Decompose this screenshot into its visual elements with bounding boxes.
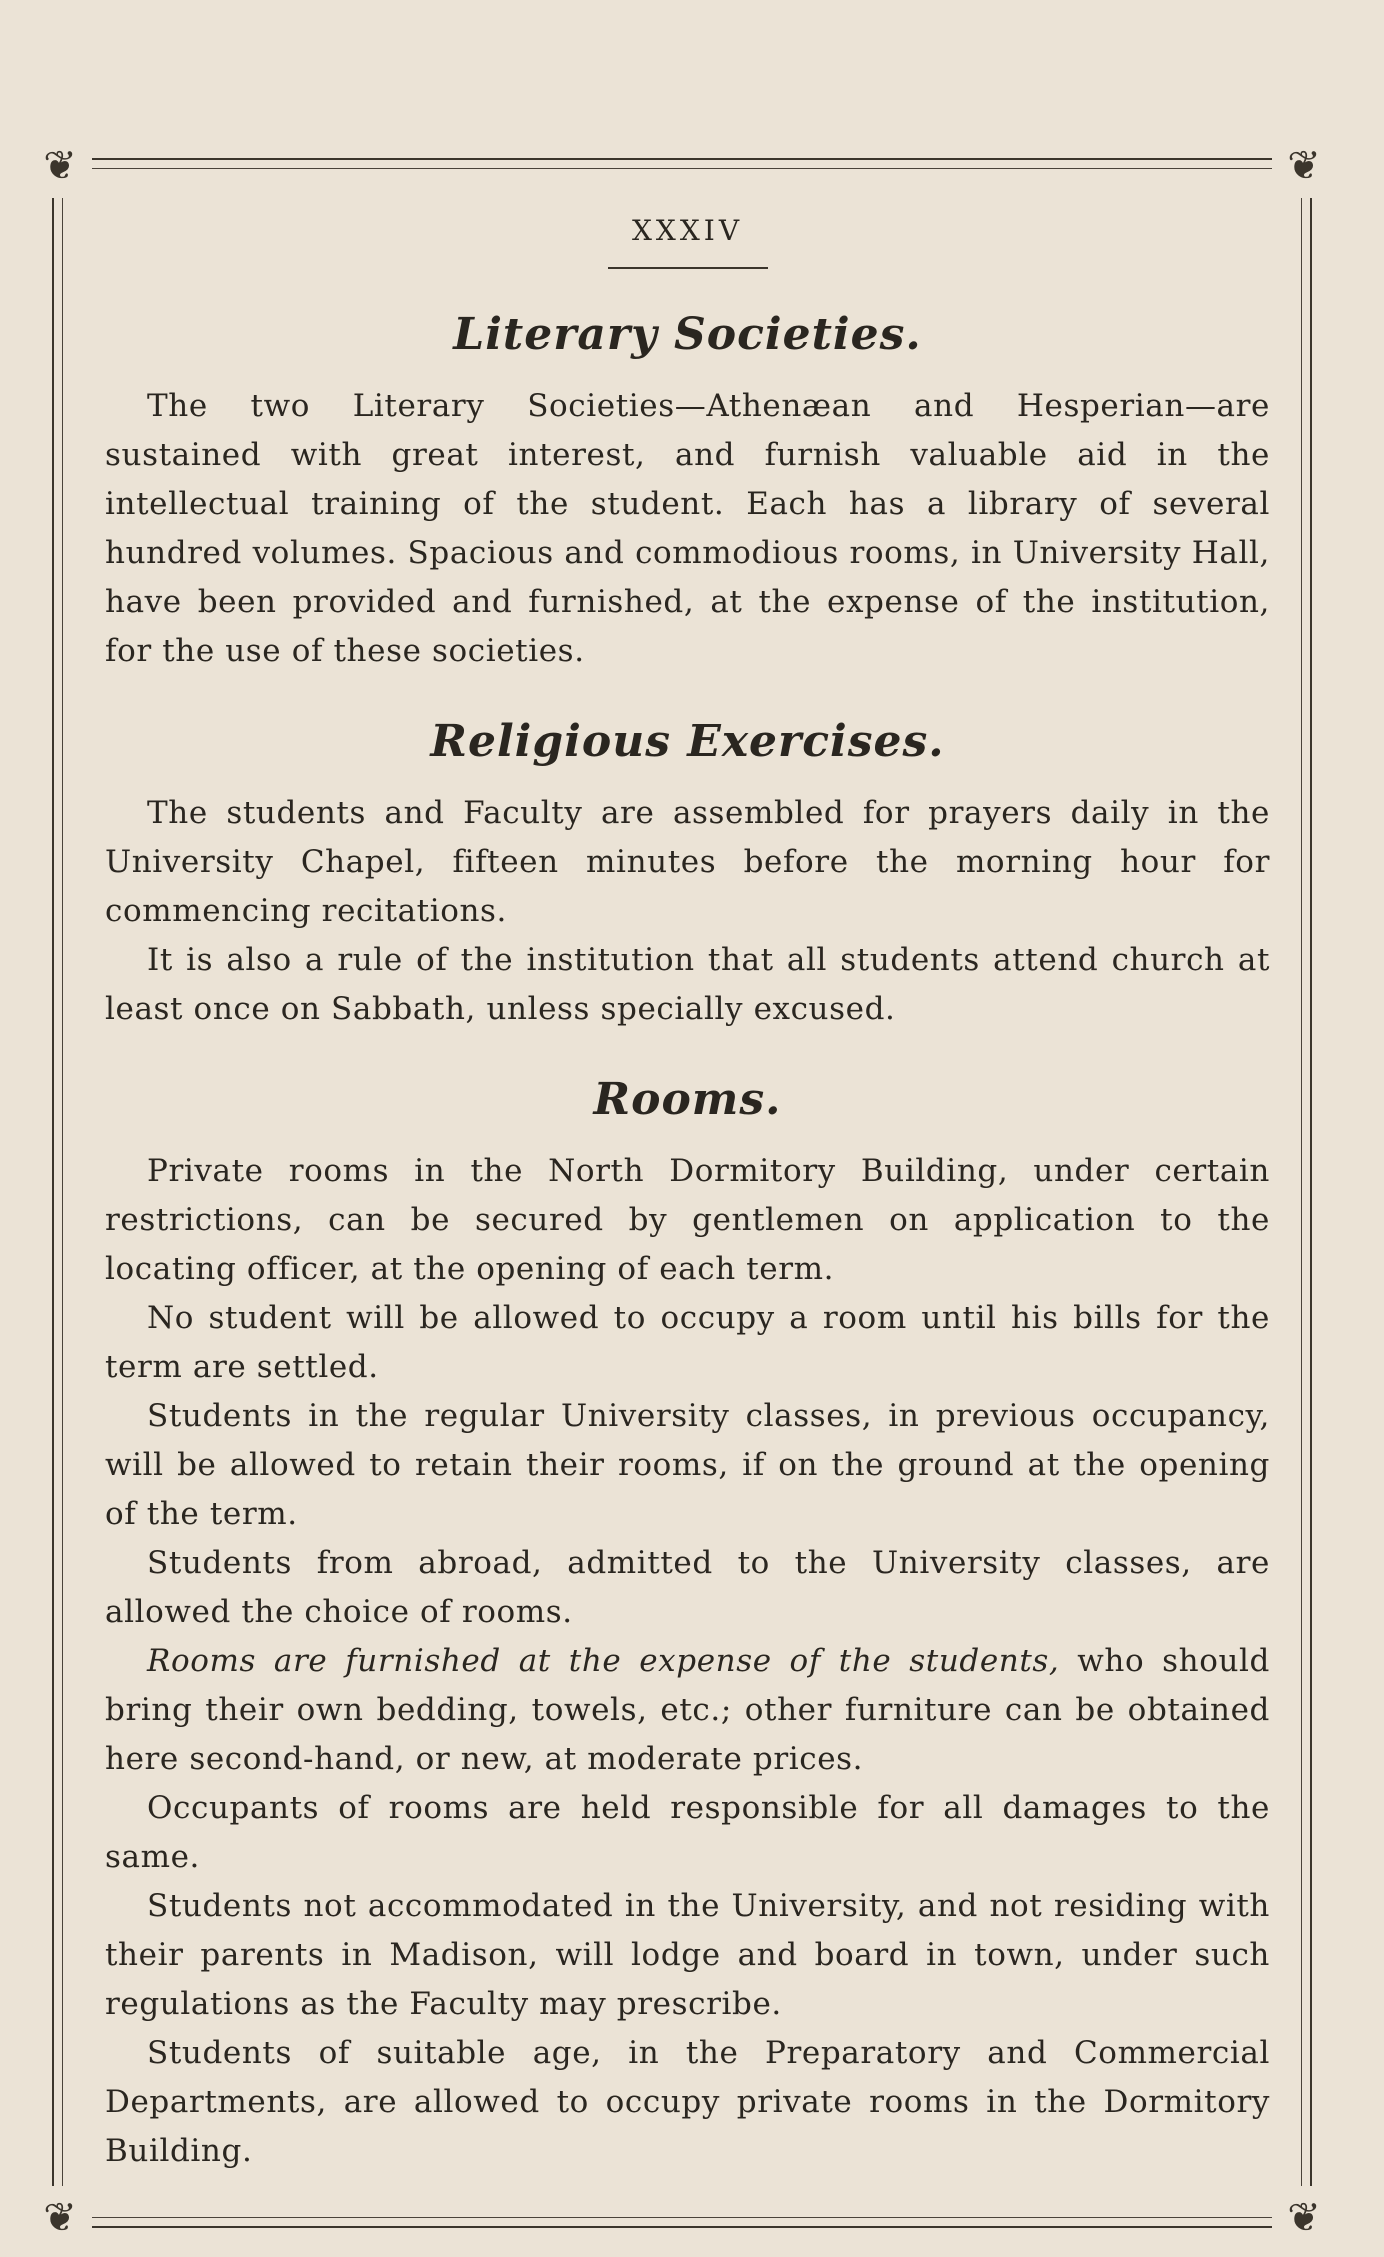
header-rule: [608, 267, 768, 269]
paragraph: No student will be allowed to occupy a room until his bills for the term are settled.: [105, 1300, 1270, 1385]
corner-ornament-icon: ❦: [28, 2186, 92, 2250]
italic-phrase: Rooms are furnished at the expense of the students,: [147, 1643, 1060, 1679]
page-content: [105, 200, 1270, 2176]
paragraph: Students from abroad, admitted to the University classes, are allowed the choice of rooms.: [105, 1545, 1270, 1630]
section-heading-rooms: Rooms.: [593, 1074, 782, 1125]
corner-ornament-icon: ❦: [1272, 134, 1336, 198]
paragraph: The two Literary Societies—Athenæan and Hesperian—are sustained with great interest, and furnish valuable aid in the intellectual training of the student. Each has a library of several hundred volumes. Spacious and commodious rooms, in University Hall, have been provided and furnished, at the expense of the institution, for the use of these societies.: [105, 388, 1270, 669]
paragraph-furnished: [105, 1637, 1270, 1784]
paragraph: Private rooms in the North Dormitory Building, under certain restrictions, can be secured by gentlemen on application to the locating officer, at the opening of each term.: [105, 1153, 1270, 1287]
corner-ornament-icon: ❦: [28, 134, 92, 198]
section-heading-literary-societies: Literary Societies.: [453, 309, 922, 360]
paragraph: The students and Faculty are assembled for prayers daily in the University Chapel, fifteen minutes before the morning hour for commencing recitations.: [105, 795, 1270, 929]
corner-ornament-icon: ❦: [1272, 2186, 1336, 2250]
paragraph-rest: who should bring their own bedding, towels, etc.; other furniture can be obtained here second-hand, or new, at moderate prices.: [105, 1643, 1270, 1777]
paragraph: Occupants of rooms are held responsible for all damages to the same.: [105, 1790, 1270, 1875]
paragraph: Students in the regular University classes, in previous occupancy, will be allowed to retain their rooms, if on the ground at the opening of the term.: [105, 1398, 1270, 1532]
paragraph: It is also a rule of the institution that all students attend church at least once on Sabbath, unless specially excused.: [105, 942, 1270, 1027]
section-heading-religious-exercises: Religious Exercises.: [430, 716, 945, 767]
paragraph: Students of suitable age, in the Preparatory and Commercial Departments, are allowed to occupy private rooms in the Dormitory Building.: [105, 2035, 1270, 2169]
page-number: XXXIV: [631, 214, 744, 247]
paragraph: Students not accommodated in the University, and not residing with their parents in Madison, will lodge and board in town, under such regulations as the Faculty may prescribe.: [105, 1888, 1270, 2022]
